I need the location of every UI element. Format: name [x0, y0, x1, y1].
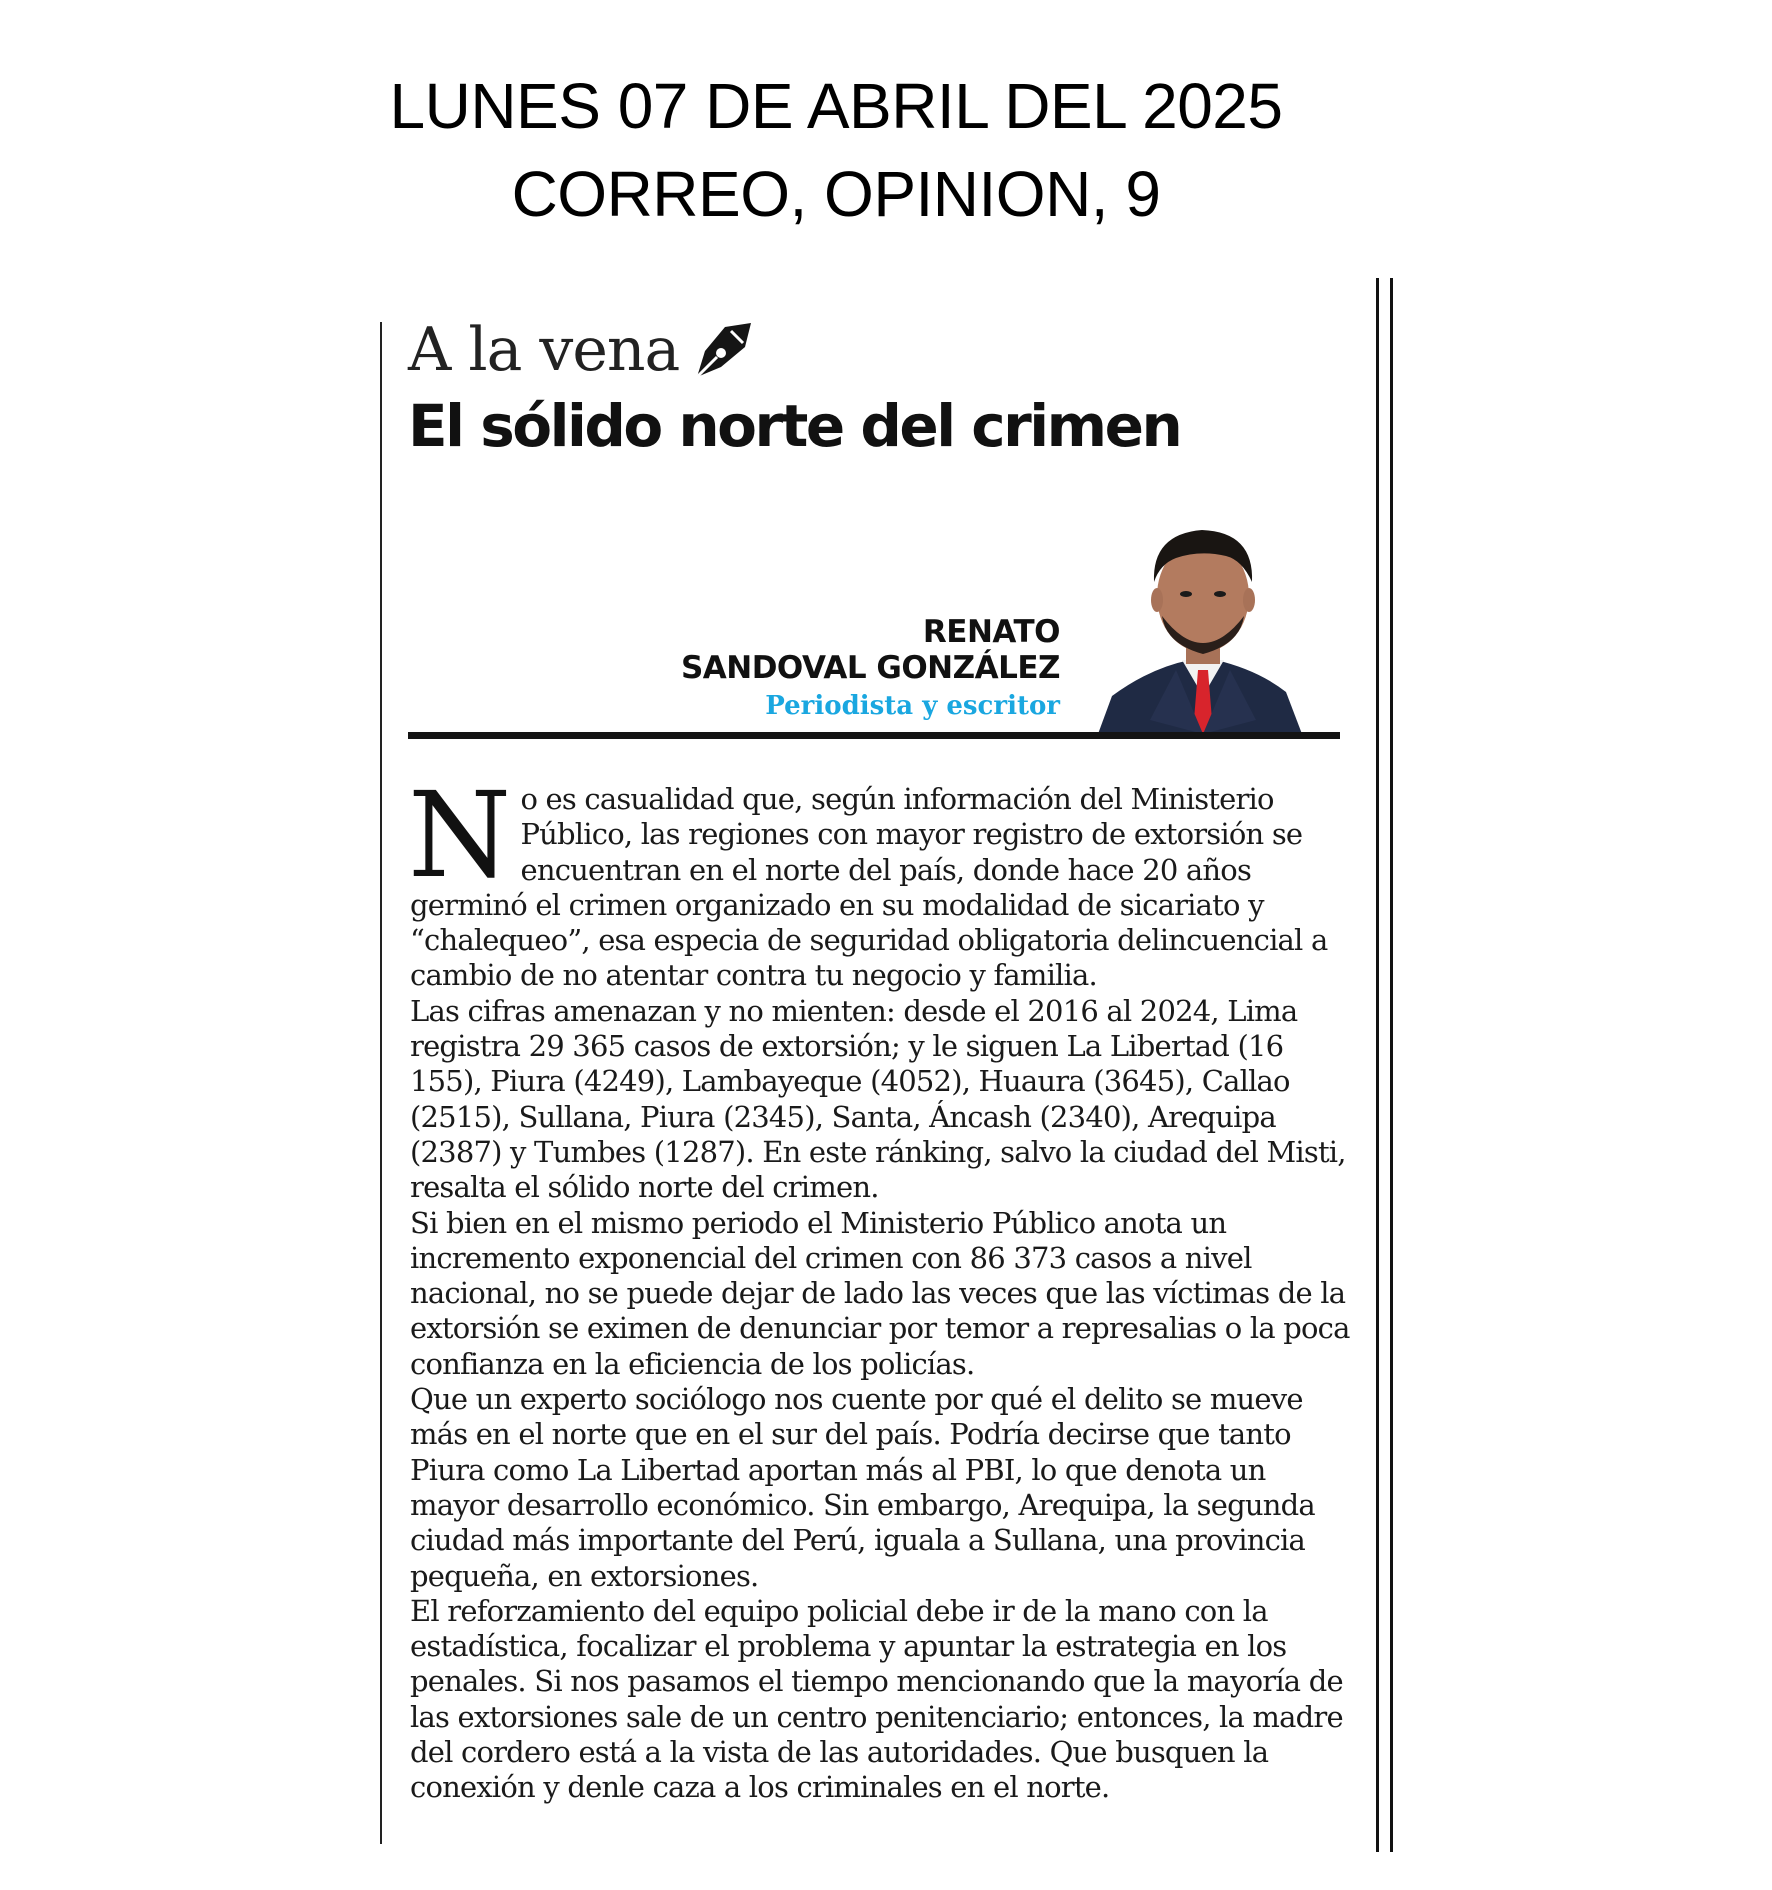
drop-cap: N — [408, 766, 511, 904]
author-last-name: SANDOVAL GONZÁLEZ — [680, 650, 1060, 686]
byline — [681, 614, 1060, 726]
author-first-name: RENATO — [922, 614, 1060, 650]
paragraph-5: El reforzamiento del equipo policial debe ir de la mano con la estadística, focalizar el problema y apuntar la estrategia en los penales. Si nos pasamos el tiempo mencionando que la mayoría de las extorsiones sale de un centro penitenciario; entonces, la madre del cordero está a la vista de las autoridades. Que busquen la conexión y denle caza a los criminales en el norte. — [410, 1593, 1343, 1805]
column-rule-right-inner — [1390, 278, 1393, 1852]
article-headline: El sólido norte del crimen — [408, 392, 1181, 460]
author-role: Periodista y escritor — [765, 691, 1060, 721]
paragraph-1-text: o es casualidad que, según información del Ministerio Público, las regiones con mayor registro de extorsión se encuentran en el norte del país, donde hace 20 años germinó el crimen organizado en su modalidad de sicariato y “chalequeo”, esa especia de seguridad obligatoria delincuencial a cambio de no atentar contra tu negocio y familia. — [410, 782, 1328, 993]
section-heading — [408, 312, 757, 388]
column-rule-left — [380, 322, 382, 1844]
author-photo — [1090, 520, 1316, 734]
date-line: LUNES 07 DE ABRIL DEL 2025 — [389, 70, 1283, 142]
source-line: CORREO, OPINION, 9 — [511, 158, 1161, 230]
column-rule-right — [1376, 278, 1379, 1852]
paragraph-3: Si bien en el mismo periodo el Ministerio Público anota un incremento exponencial del crimen con 86 373 casos a nivel nacional, no se puede dejar de lado las veces que las víctimas de la extorsión se eximen de denunciar por temor a represalias o la poca confianza en la eficiencia de los policías. — [410, 1205, 1350, 1381]
byline-divider — [408, 732, 1340, 739]
article-body — [408, 766, 1356, 1806]
fountain-pen-nib-icon — [691, 317, 757, 383]
paragraph-1 — [408, 766, 1356, 994]
section-title: A la vena — [408, 315, 680, 385]
paragraph-2: Las cifras amenazan y no mienten: desde el 2016 al 2024, Lima registra 29 365 casos de extorsión; y le siguen La Libertad (16 155), Piura (4249), Lambayeque (4052), Huaura (3645), Callao (2515), Sullana, Piura (2345), Santa, Áncash (2340), Arequipa (2387) y Tumbes (1287). En este ránking, salvo la ciudad del Misti, resalta el sólido norte del crimen. — [410, 993, 1346, 1205]
paragraph-4: Que un experto sociólogo nos cuente por qué el delito se mueve más en el norte que en el sur del país. Podría decirse que tanto Piura como La Libertad aportan más al PBI, lo que denota un mayor desarrollo económico. Sin embargo, Arequipa, la segunda ciudad más importante del Perú, iguala a Sullana, una provincia pequeña, en extorsiones. — [410, 1382, 1315, 1593]
